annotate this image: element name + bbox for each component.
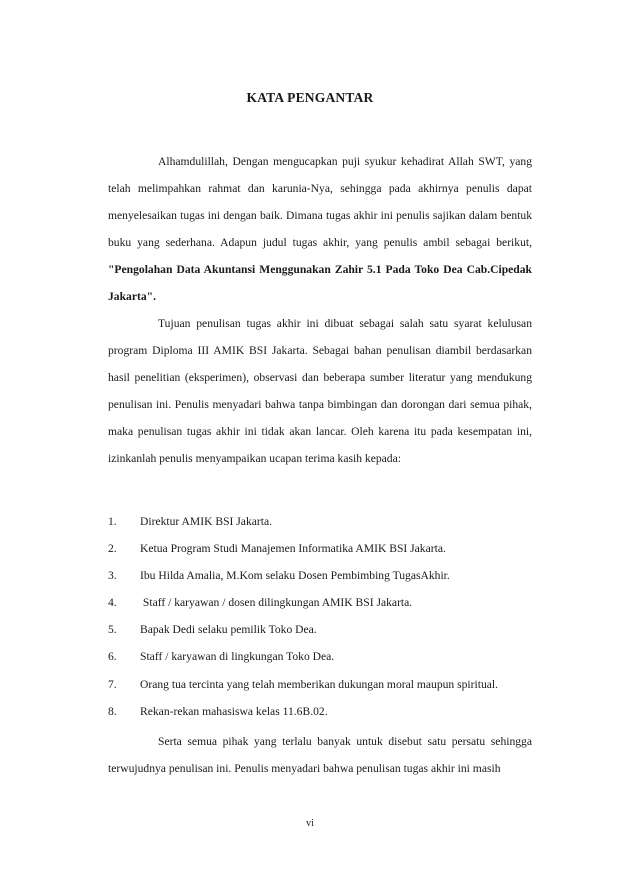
paragraph-intro [108, 148, 532, 311]
list-item-text: Direktur AMIK BSI Jakarta. [140, 515, 273, 528]
list-item-text: Ketua Program Studi Manajemen Informatika AMIK BSI Jakarta. [140, 542, 446, 556]
list-item [108, 589, 532, 616]
list-item-text: Bapak Dedi selaku pemilik Toko Dea. [140, 623, 317, 637]
list-item-number: 4. [108, 596, 117, 610]
list-item-text: Staff / karyawan di lingkungan Toko Dea. [140, 650, 335, 664]
list-item [108, 535, 532, 562]
list-item [108, 616, 532, 643]
paragraph-intro-text: Alhamdulillah, Dengan mengucapkan puji syukur kehadirat Allah SWT, yang telah melimpahkan rahmat dan karunia-Nya, sehingga pada akhirnya penulis dapat menyelesaikan tugas ini dengan baik. Dimana tugas akhir ini penulis sajikan dalam bentuk buku yang sederhana. Adapun judul tugas akhir, yang penulis ambil sebagai berikut, [108, 155, 532, 250]
list-item-number: 1. [108, 515, 117, 528]
list-item-number: 6. [108, 650, 117, 664]
acknowledgement-list [108, 508, 532, 725]
list-item-text: Staff / karyawan / dosen dilingkungan AMIK BSI Jakarta. [140, 596, 413, 610]
list-item [108, 562, 532, 589]
list-item [108, 643, 532, 670]
paragraph-purpose: Tujuan penulisan tugas akhir ini dibuat sebagai salah satu syarat kelulusan program Diploma III AMIK BSI Jakarta. Sebagai bahan penulisan diambil berdasarkan hasil penelitian (eksperimen), observasi dan beberapa sumber literatur yang mendukung penulisan ini. Penulis menyadari bahwa tanpa bimbingan dan dorongan dari semua pihak, maka penulisan tugas akhir ini tidak akan lancar. Oleh karena itu pada kesempatan ini, izinkanlah penulis menyampaikan ucapan terima kasih kepada: [108, 317, 532, 466]
list-item [108, 508, 532, 535]
list-item-number: 7. [108, 677, 117, 691]
thesis-title: "Pengolahan Data Akuntansi Menggunakan Zahir 5.1 Pada Toko Dea Cab.Cipedak Jakarta". [108, 263, 532, 304]
list-item-number: 5. [108, 623, 117, 637]
list-item-number: 3. [108, 569, 117, 583]
list-item-number: 2. [108, 542, 117, 556]
list-item-number: 8. [108, 704, 117, 718]
list-item-text: Orang tua tercinta yang telah memberikan dukungan moral maupun spiritual. [140, 677, 499, 691]
paragraph-closing: Serta semua pihak yang terlalu banyak untuk disebut satu persatu sehingga terwujudnya penulisan ini. Penulis menyadari bahwa penulisan tugas akhir ini masih [108, 735, 532, 776]
page-title: KATA PENGANTAR [246, 90, 374, 105]
list-item-text: Rekan-rekan mahasiswa kelas 11.6B.02. [140, 704, 328, 718]
list-item [108, 671, 532, 698]
list-item-text: Ibu Hilda Amalia, M.Kom selaku Dosen Pembimbing TugasAkhir. [140, 569, 450, 583]
page-number: vi [306, 818, 314, 829]
list-item [108, 698, 532, 725]
